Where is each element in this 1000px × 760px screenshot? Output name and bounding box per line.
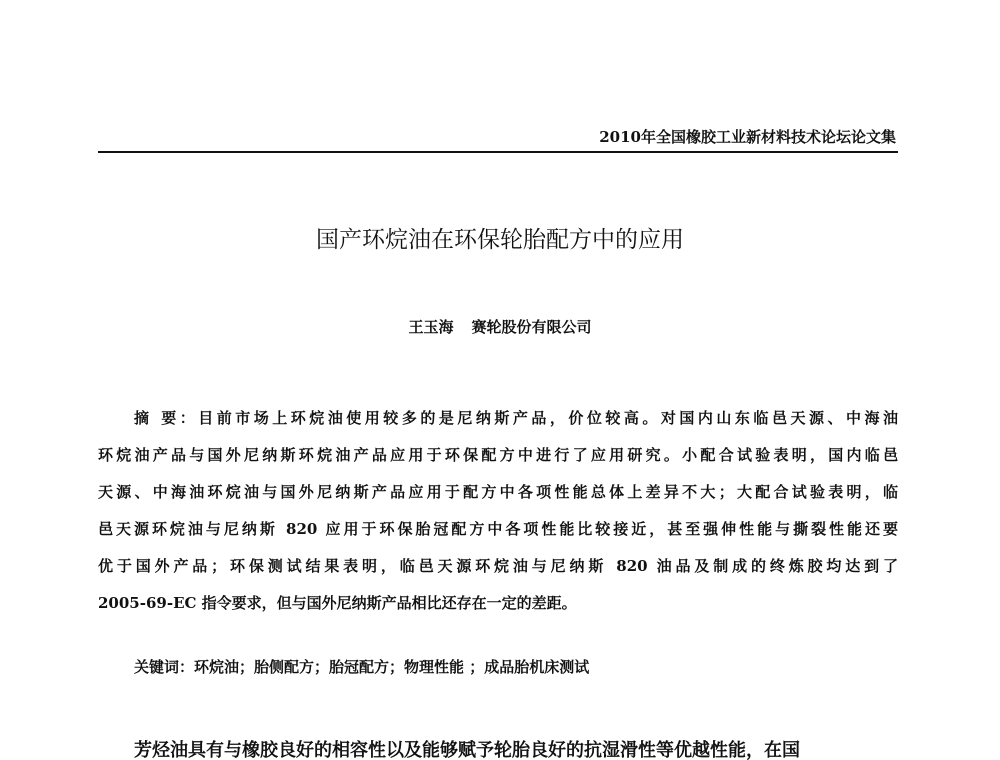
paper-title: 国产环烷油在环保轮胎配方中的应用	[316, 227, 684, 253]
abstract-text: 目前市场上环烷油使用较多的是尼纳斯产品，价位较高。对国内山东临邑天源、中海油	[198, 409, 898, 427]
abstract-line: 优于国外产品；环保测试结果表明，临邑天源环烷油与尼纳斯 820 油品及制成的终炼胶均达到了	[98, 557, 898, 575]
abstract	[98, 400, 898, 622]
keywords-label: 关键词：	[134, 658, 195, 676]
abstract-line: 环烷油产品与国外尼纳斯环烷油产品应用于环保配方中进行了应用研究。小配合试验表明，国内临邑	[98, 446, 898, 464]
abstract-line	[98, 400, 898, 437]
abstract-label: 摘 要：	[134, 409, 199, 427]
abstract-line: 天源、中海油环烷油与国外尼纳斯产品应用于配方中各项性能总体上差异不大；大配合试验表明，临	[98, 483, 898, 501]
header-rule	[98, 151, 898, 153]
author-name: 王玉海	[408, 318, 454, 336]
body-paragraph: 芳烃油具有与橡胶良好的相容性以及能够赋予轮胎良好的抗湿滑性等优越性能，在国	[134, 740, 800, 760]
abstract-line: 邑天源环烷油与尼纳斯 820 应用于环保胎冠配方中各项性能比较接近，甚至强伸性能与撕裂性能还要	[98, 520, 898, 538]
author-affiliation: 赛轮股份有限公司	[471, 318, 592, 336]
running-header: 2010年全国橡胶工业新材料技术论坛论文集	[599, 128, 896, 146]
keywords	[134, 656, 589, 677]
abstract-line: 2005-69-EC 指令要求，但与国外尼纳斯产品相比还存在一定的差距。	[98, 594, 577, 612]
keywords-text: 环烷油；胎侧配方；胎冠配方；物理性能 ；成品胎机床测试	[194, 658, 590, 676]
author-line	[0, 316, 1000, 337]
